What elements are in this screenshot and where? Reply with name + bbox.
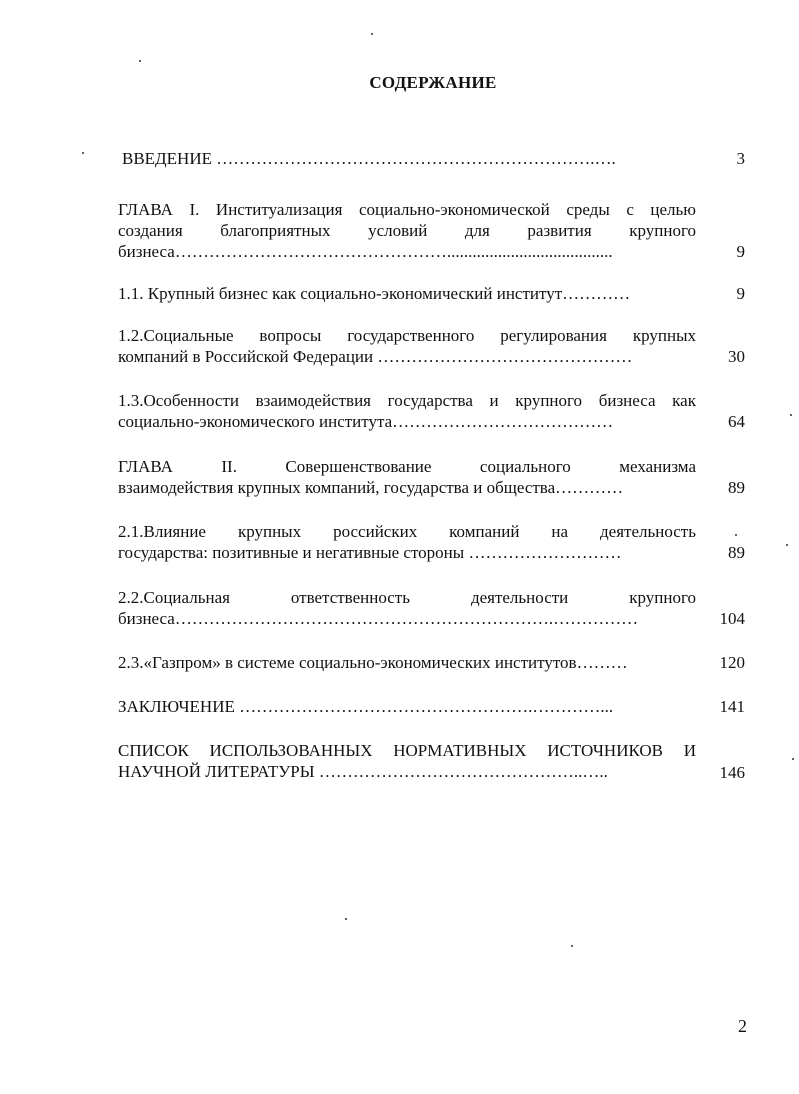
scan-speck [735,534,737,536]
toc-entry-bibliography [118,740,696,782]
toc-entry-conclusion [118,696,696,717]
page-number: 2 [738,1016,747,1036]
toc-entry-line: ГЛАВА I. Институализация социально-экономической среды с целью [118,200,696,219]
toc-entry-line: взаимодействия крупных компаний, государства и общества………… [118,478,624,497]
toc-entry-line: 1.2.Социальные вопросы государственного регулирования крупных [118,326,696,345]
toc-entry-line: ВВЕДЕНИЕ ………………………………………………………….…. [122,149,616,168]
toc-page-number: 146 [719,763,745,782]
toc-entry-line: 2.2.Социальная ответственность деятельности крупного [118,588,696,607]
toc-entry-line: ГЛАВА II. Совершенствование социального механизма [118,457,696,476]
toc-page-number: 9 [736,242,745,261]
scan-speck [786,544,788,546]
toc-entry-introduction [118,148,696,169]
toc-page-number: 89 [728,478,745,497]
toc-entry-line: 1.3.Особенности взаимодействия государства и крупного бизнеса как [118,391,696,410]
toc-entry-line: бизнеса…………………………………………....................................... [118,242,613,261]
toc-entry-line: бизнеса………………………………………………………….…………… [118,609,639,628]
toc-entry-section-2-1 [118,521,696,563]
toc-entry-section-1-3 [118,390,696,432]
toc-entry-line: 1.1. Крупный бизнес как социально-экономический институт………… [118,284,631,303]
scan-speck [82,152,84,154]
scan-speck [790,414,792,416]
scan-speck [139,60,141,62]
toc-page-number: 141 [719,697,745,716]
toc-page-number: 64 [728,412,745,431]
scan-speck [345,918,347,920]
toc-page-number: 30 [728,347,745,366]
toc-entry-line: 2.3.«Газпром» в системе социально-экономических институтов……… [118,653,628,672]
toc-entry-line: государства: позитивные и негативные стороны ……………………… [118,543,622,562]
scan-speck [371,33,373,35]
toc-entry-line: социально-экономического института………………………………… [118,412,614,431]
toc-entry-section-2-2 [118,587,696,629]
toc-entry-chapter-2 [118,456,696,498]
toc-entry-section-2-3 [118,652,696,673]
toc-entry-line: НАУЧНОЙ ЛИТЕРАТУРЫ ………………………………………..….. [118,762,608,781]
toc-page-number: 9 [736,284,745,303]
toc-page-number: 104 [719,609,745,628]
toc-entry-chapter-1 [118,199,696,262]
toc-page-number: 120 [719,653,745,672]
toc-entry-line: ЗАКЛЮЧЕНИЕ …………………………………………….…………... [118,697,614,716]
scan-speck [792,758,794,760]
scan-speck [571,945,573,947]
page-title: СОДЕРЖАНИЕ [369,73,497,92]
toc-entry-line: компаний в Российской Федерации ……………………………………… [118,347,633,366]
toc-entry-line: 2.1.Влияние крупных российских компаний на деятельность [118,522,696,541]
toc-page-number: 3 [736,149,745,168]
toc-entry-line: создания благоприятных условий для развития крупного [118,221,696,240]
toc-page-number: 89 [728,543,745,562]
toc-entry-section-1-2 [118,325,696,367]
toc-entry-section-1-1 [118,283,696,304]
toc-entry-line: СПИСОК ИСПОЛЬЗОВАННЫХ НОРМАТИВНЫХ ИСТОЧНИКОВ И [118,741,696,760]
